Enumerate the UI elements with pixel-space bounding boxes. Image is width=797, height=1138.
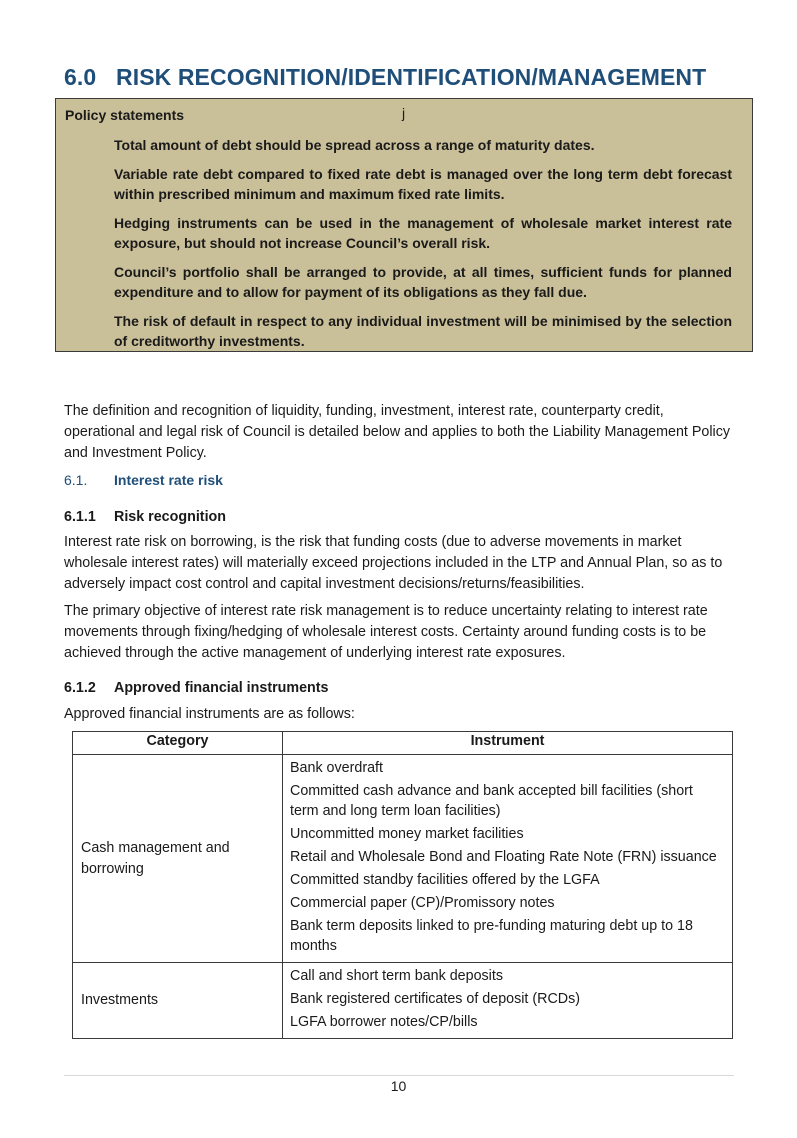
- instrument-item: Commercial paper (CP)/Promissory notes: [290, 895, 555, 911]
- policy-statement: Hedging instruments can be used in the management of wholesale market interest rate exposure, but should not increase Council’s overall risk.: [114, 215, 732, 251]
- subsection-number: 6.1.1: [64, 509, 96, 525]
- table-header-row: [73, 732, 733, 755]
- instruments-lead-text: Approved financial instruments are as follows:: [64, 706, 355, 722]
- instrument-item: Uncommitted money market facilities: [290, 826, 524, 842]
- subsection-heading-6-1: [64, 472, 223, 488]
- instrument-item: Bank term deposits linked to pre-funding maturing debt up to 18 months: [290, 918, 693, 954]
- policy-statement: Total amount of debt should be spread across a range of maturity dates.: [114, 137, 595, 153]
- instrument-cell: [283, 963, 733, 1039]
- policy-stray-mark: j: [402, 105, 406, 121]
- instrument-item: Retail and Wholesale Bond and Floating Rate Note (FRN) issuance: [290, 849, 717, 865]
- subsection-title: Interest rate risk: [114, 472, 223, 488]
- category-cell: Cash management and borrowing: [73, 755, 283, 963]
- page-number: 10: [390, 1078, 407, 1094]
- intro-paragraph: The definition and recognition of liquidity, funding, investment, interest rate, counterparty credit, operational and legal risk of Council is detailed below and applies to both the Liability Management Policy and Investment Policy.: [64, 403, 731, 461]
- policy-statements-box: [55, 98, 753, 352]
- instruments-table: [72, 731, 733, 1039]
- instrument-item: Committed cash advance and bank accepted bill facilities (short term and long term loan facilities): [290, 783, 693, 819]
- subsection-number: 6.1.: [64, 472, 88, 488]
- instrument-item: Committed standby facilities offered by the LGFA: [290, 872, 600, 888]
- instrument-item: Bank registered certificates of deposit (RCDs): [290, 991, 581, 1007]
- footer-divider: [64, 1075, 734, 1076]
- instrument-item: Call and short term bank deposits: [290, 968, 503, 984]
- policy-statement: The risk of default in respect to any individual investment will be minimised by the selection of creditworthy investments.: [114, 313, 732, 349]
- column-header: Category: [73, 732, 283, 755]
- policy-statement-list: [114, 135, 732, 360]
- policy-statements-title: Policy statements: [65, 107, 185, 123]
- section-number: 6.0: [64, 64, 97, 90]
- instrument-item: Bank overdraft: [290, 760, 383, 776]
- subsection-title: Approved financial instruments: [114, 680, 329, 696]
- subsection-title: Risk recognition: [114, 509, 227, 525]
- policy-statement: Council’s portfolio shall be arranged to provide, at all times, sufficient funds for planned expenditure and to allow for payment of its obligations as they fall due.: [114, 264, 732, 300]
- section-title: RISK RECOGNITION/IDENTIFICATION/MANAGEMENT: [116, 64, 707, 90]
- subsection-number: 6.1.2: [64, 680, 96, 696]
- instrument-item: LGFA borrower notes/CP/bills: [290, 1014, 478, 1030]
- objective-paragraph: The primary objective of interest rate risk management is to reduce uncertainty relating to interest rate movements through fixing/hedging of wholesale interest costs. Certainty around funding costs is to be achieved through the active management of underlying interest rate exposures.: [64, 603, 708, 661]
- table-row: [73, 963, 733, 1039]
- section-heading: [64, 64, 706, 91]
- table-row: [73, 755, 733, 963]
- risk-recognition-paragraph: Interest rate risk on borrowing, is the risk that funding costs (due to adverse movements in market wholesale interest rates) will materially exceed projections included in the LTP and Annual Plan, so as to adversely impact cost control and capital investment decisions/returns/feasibilities.: [64, 534, 723, 592]
- subsection-heading-6-1-2: [64, 680, 329, 696]
- category-cell: Investments: [73, 963, 283, 1039]
- subsection-heading-6-1-1: [64, 509, 226, 525]
- policy-statement: Variable rate debt compared to fixed rate debt is managed over the long term debt forecast within prescribed minimum and maximum fixed rate limits.: [114, 166, 732, 202]
- instrument-cell: [283, 755, 733, 963]
- column-header: Instrument: [283, 732, 733, 755]
